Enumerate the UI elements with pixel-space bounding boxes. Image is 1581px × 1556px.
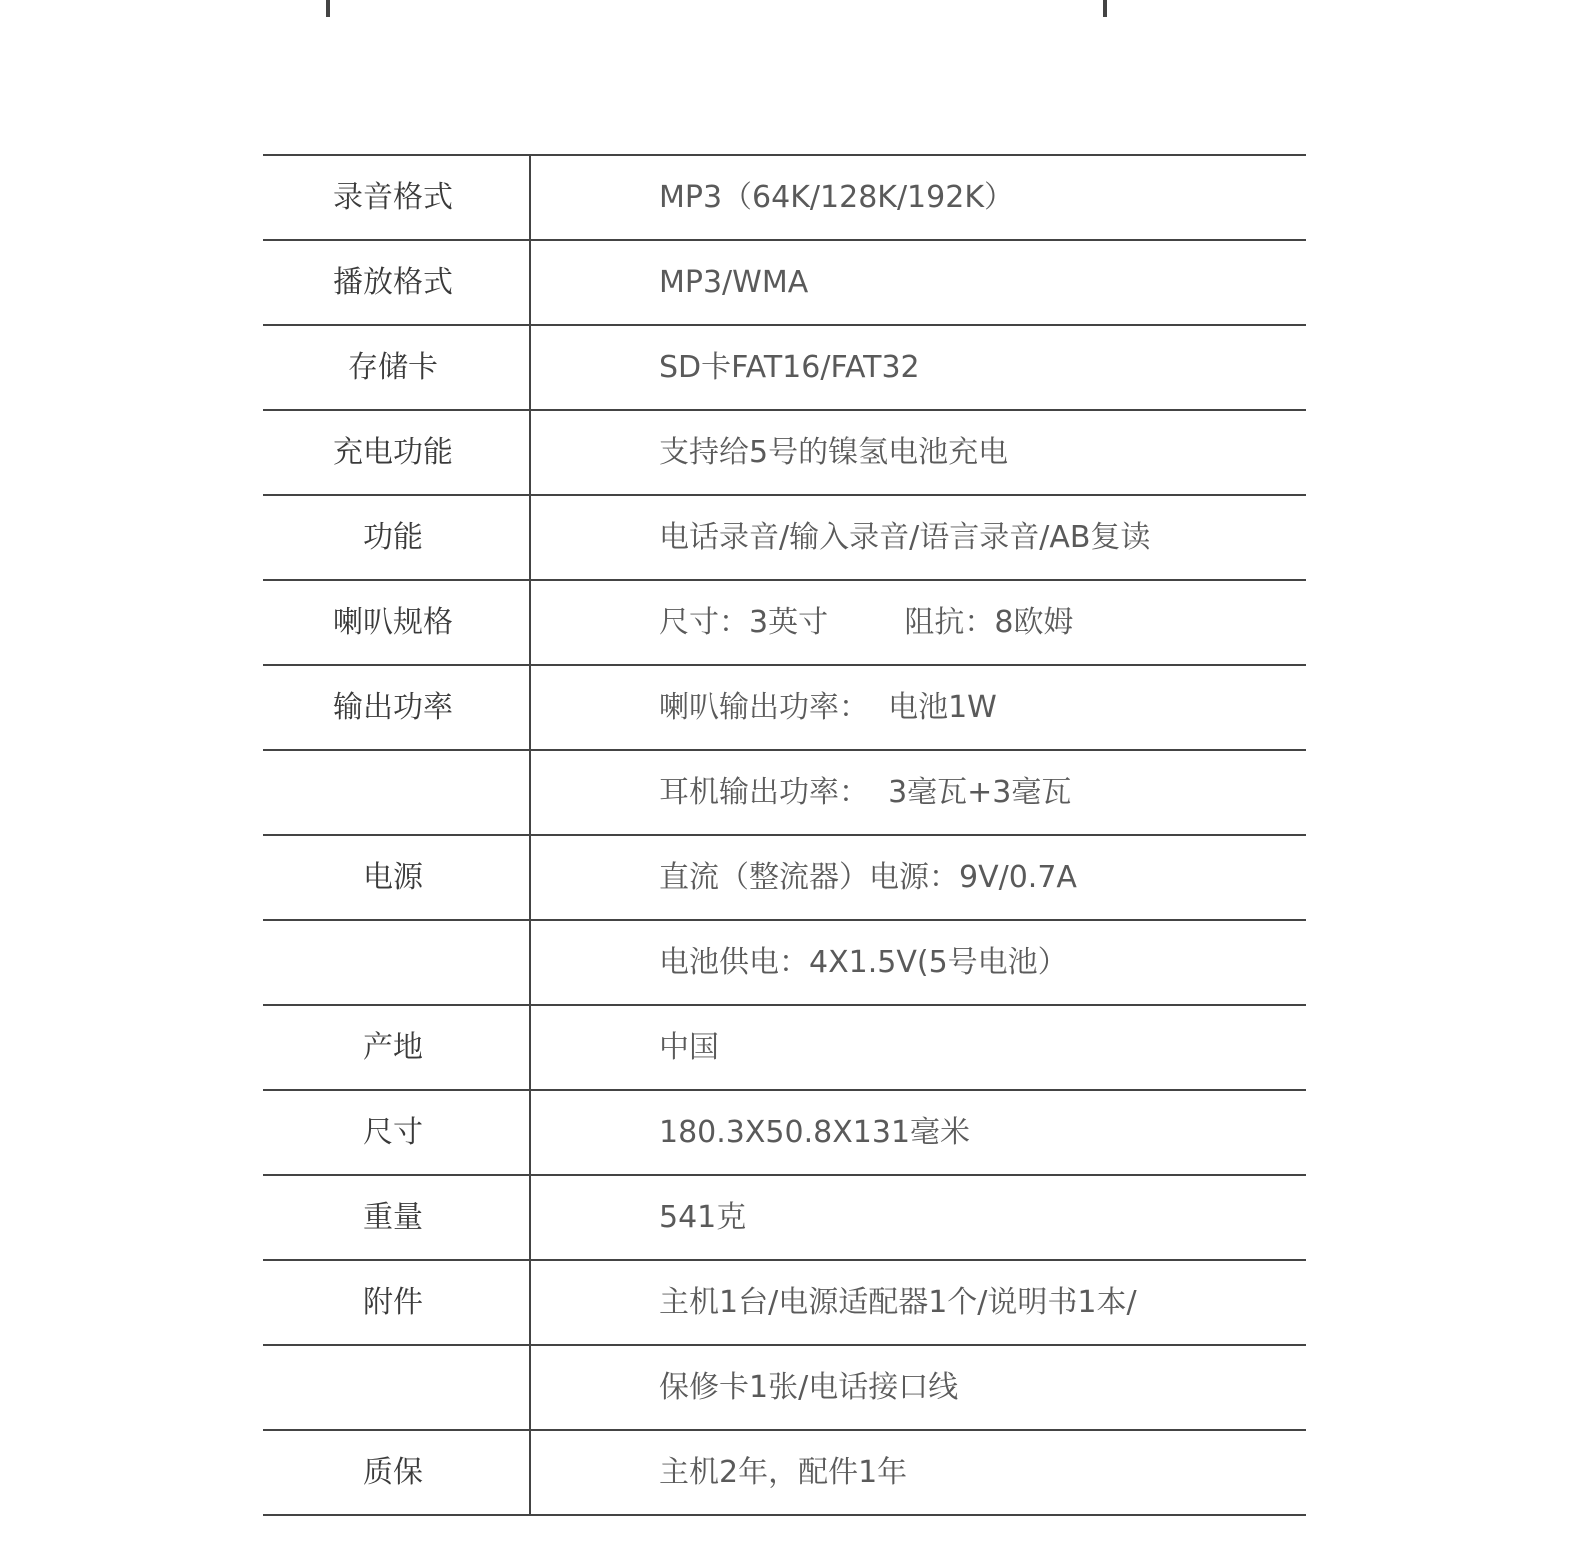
table-row xyxy=(263,1175,1306,1260)
spec-label: 重量 xyxy=(263,1175,530,1260)
spec-value: 电池供电：4X1.5V(5号电池） xyxy=(530,920,1306,1005)
spec-value: MP3（64K/128K/192K） xyxy=(530,155,1306,240)
table-row xyxy=(263,920,1306,1005)
spec-value: SD卡FAT16/FAT32 xyxy=(530,325,1306,410)
spec-label: 存储卡 xyxy=(263,325,530,410)
top-divider-tick-right xyxy=(1103,0,1107,17)
spec-label: 功能 xyxy=(263,495,530,580)
spec-value: 电话录音/输入录音/语言录音/AB复读 xyxy=(530,495,1306,580)
spec-label: 喇叭规格 xyxy=(263,580,530,665)
spec-label: 电源 xyxy=(263,835,530,920)
table-row xyxy=(263,155,1306,240)
spec-label: 附件 xyxy=(263,1260,530,1345)
table-row xyxy=(263,325,1306,410)
table-row xyxy=(263,1345,1306,1430)
table-row xyxy=(263,835,1306,920)
table-row xyxy=(263,240,1306,325)
table-row xyxy=(263,580,1306,665)
spec-value: 180.3X50.8X131毫米 xyxy=(530,1090,1306,1175)
spec-table xyxy=(263,154,1306,1516)
spec-value: 中国 xyxy=(530,1005,1306,1090)
spec-value: 主机2年，配件1年 xyxy=(530,1430,1306,1515)
table-row xyxy=(263,665,1306,750)
table-row xyxy=(263,1260,1306,1345)
table-row xyxy=(263,495,1306,580)
spec-label: 录音格式 xyxy=(263,155,530,240)
spec-value: 541克 xyxy=(530,1175,1306,1260)
spec-value: 耳机输出功率： 3毫瓦+3毫瓦 xyxy=(530,750,1306,835)
spec-label: 输出功率 xyxy=(263,665,530,750)
spec-label: 产地 xyxy=(263,1005,530,1090)
spec-value: 保修卡1张/电话接口线 xyxy=(530,1345,1306,1430)
table-row xyxy=(263,750,1306,835)
spec-label: 充电功能 xyxy=(263,410,530,495)
spec-value: 尺寸：3英寸 阻抗：8欧姆 xyxy=(530,580,1306,665)
spec-label: 质保 xyxy=(263,1430,530,1515)
spec-label xyxy=(263,1345,530,1430)
table-row xyxy=(263,1090,1306,1175)
spec-value: MP3/WMA xyxy=(530,240,1306,325)
spec-value: 主机1台/电源适配器1个/说明书1本/ xyxy=(530,1260,1306,1345)
spec-label xyxy=(263,920,530,1005)
spec-label: 播放格式 xyxy=(263,240,530,325)
spec-value: 喇叭输出功率： 电池1W xyxy=(530,665,1306,750)
top-divider-tick-left xyxy=(326,0,330,17)
table-row xyxy=(263,1005,1306,1090)
spec-value: 支持给5号的镍氢电池充电 xyxy=(530,410,1306,495)
spec-label: 尺寸 xyxy=(263,1090,530,1175)
table-row xyxy=(263,410,1306,495)
table-row xyxy=(263,1430,1306,1515)
spec-label xyxy=(263,750,530,835)
spec-value: 直流（整流器）电源：9V/0.7A xyxy=(530,835,1306,920)
